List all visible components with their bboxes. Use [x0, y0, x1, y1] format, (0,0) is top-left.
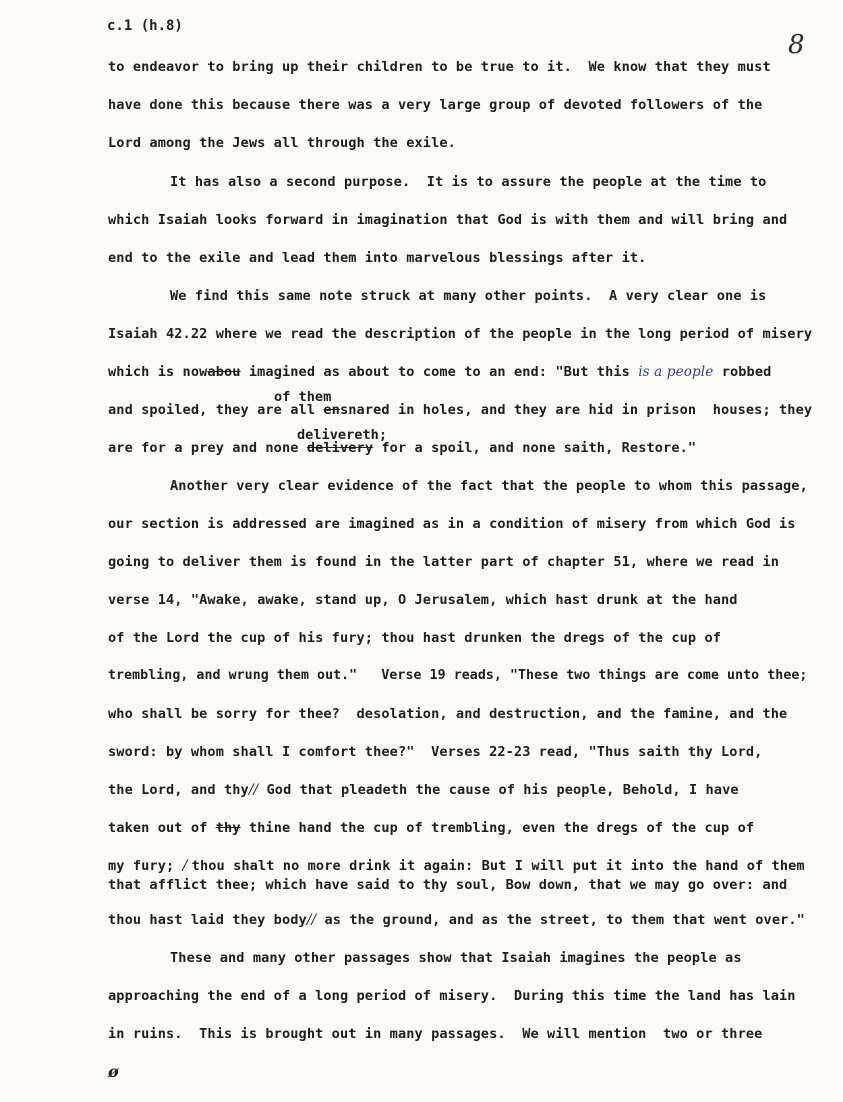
text-line: that afflict thee; which have said to thy soul, Bow down, that we may go over: and: [108, 877, 788, 893]
struck-word: thy: [215, 820, 241, 836]
text-line: are for a prey and none delivery for a spoil, and none saith, Restore.": [108, 440, 697, 456]
text-line: taken out of thy thine hand the cup of trembling, even the dregs of the cup of: [108, 820, 755, 836]
text-line: who shall be sorry for thee? desolation, and destruction, and the famine, and the: [108, 706, 788, 722]
page-header: c.1 (h.8): [107, 18, 183, 34]
text-line: which Isaiah looks forward in imagination that God is with them and will bring and: [108, 212, 788, 228]
handwritten-page-number: 8: [788, 30, 805, 60]
text-line: thou hast laid they body// as the ground, and as the street, to them that went over.": [108, 912, 805, 928]
text-line: the Lord, and thy// God that pleadeth the cause of his people, Behold, I have: [108, 782, 739, 798]
text-line: to endeavor to bring up their children to be true to it. We know that they must: [108, 59, 771, 75]
paragraph-start: These and many other passages show that Isaiah imagines the people as: [170, 950, 742, 966]
text-line: have done this because there was a very large group of devoted followers of the: [108, 97, 763, 113]
paragraph-start: We find this same note struck at many other points. A very clear one is: [170, 288, 767, 304]
text-line: end to the exile and lead them into marvelous blessings after it.: [108, 250, 647, 266]
typed-insertion: of them: [274, 389, 332, 405]
text-line: and spoiled, they are all ensnared in holes, and they are hid in prison houses; they: [108, 402, 813, 418]
paragraph-start: Another very clear evidence of the fact that the people to whom this passage,: [170, 478, 808, 494]
text-line: Lord among the Jews all through the exile.: [108, 135, 456, 151]
handwritten-correction: is a people: [638, 364, 714, 380]
text-line: sword: by whom shall I comfort thee?" Verses 22-23 read, "Thus saith thy Lord,: [108, 744, 763, 760]
paragraph-start: It has also a second purpose. It is to assure the people at the time to: [170, 174, 767, 190]
text-line: of the Lord the cup of his fury; thou hast drunken the dregs of the cup of: [108, 630, 722, 646]
text-line: approaching the end of a long period of misery. During this time the land has lain: [108, 988, 796, 1004]
text-line: our section is addressed are imagined as in a condition of misery from which God is: [108, 516, 796, 532]
text-line: which is nowabou imagined as about to come to an end: "But this is a people robbed: [108, 364, 772, 380]
struck-word: abou: [207, 364, 241, 380]
text-line: Isaiah 42.22 where we read the description of the people in the long period of misery: [108, 326, 813, 342]
struck-word: delivery: [306, 440, 374, 456]
text-line: going to deliver them is found in the latter part of chapter 51, where we read in: [108, 554, 780, 570]
text-line: in ruins. This is brought out in many passages. We will mention two or three: [108, 1026, 763, 1042]
typed-insertion: delivereth;: [297, 427, 388, 443]
handwritten-mark: ø: [108, 1062, 119, 1081]
text-line: verse 14, "Awake, awake, stand up, O Jerusalem, which hast drunk at the hand: [108, 592, 738, 608]
struck-word: en: [323, 402, 340, 418]
text-line: my fury; / thou shalt no more drink it again: But I will put it into the hand of them: [108, 858, 805, 874]
text-line: trembling, and wrung them out." Verse 19 reads, "These two things are come unto thee;: [108, 668, 808, 683]
